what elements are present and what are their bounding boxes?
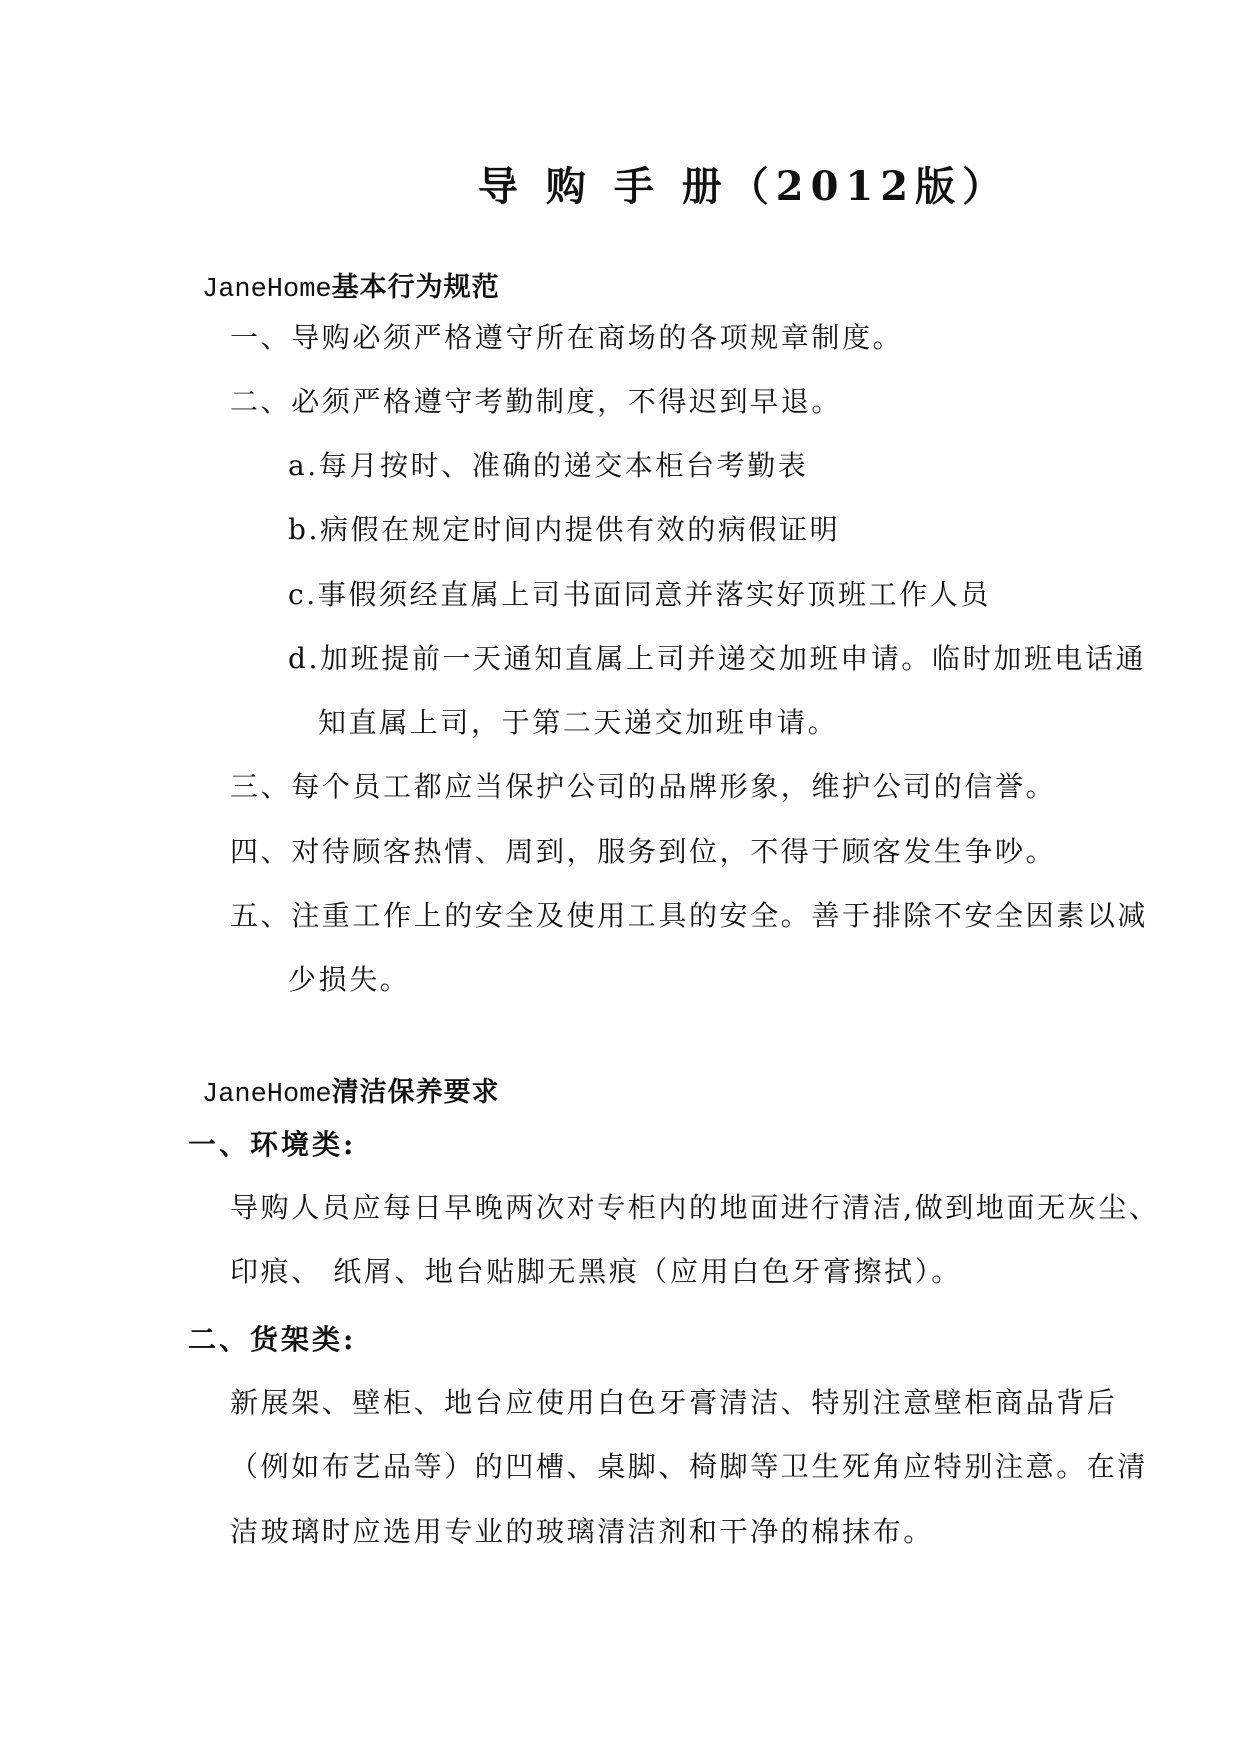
shelves-line-1: 新展架、壁柜、地台应使用白色牙膏清洁、特别注意壁柜商品背后: [230, 1386, 1118, 1419]
rule-subitem-d-continued: 知直属上司，于第二天递交加班申请。: [318, 706, 839, 739]
rule-item-2: 二、必须严格遵守考勤制度，不得迟到早退。: [230, 385, 843, 418]
section-heading-text: 基本行为规范: [331, 272, 500, 303]
rule-subitem-a: a.每月按时、准确的递交本柜台考勤表: [288, 449, 809, 482]
section-heading-cleaning: [202, 1075, 500, 1113]
rule-item-4: 四、对待顾客热情、周到，服务到位，不得于顾客发生争吵。: [230, 835, 1057, 868]
category-environment: 一、环境类:: [188, 1128, 357, 1161]
section-heading-text: 清洁保养要求: [331, 1077, 500, 1108]
rule-item-5-continued: 少损失。: [288, 963, 411, 996]
shelves-line-3: 洁玻璃时应选用专业的玻璃清洁剂和干净的棉抹布。: [230, 1515, 934, 1548]
rule-subitem-c: c.事假须经直属上司书面同意并落实好顶班工作人员: [288, 578, 991, 611]
environment-line-1: 导购人员应每日早晚两次对专柜内的地面进行清洁,做到地面无灰尘、: [230, 1191, 1160, 1224]
category-shelves: 二、货架类:: [188, 1323, 357, 1356]
section-heading-behavior: [202, 270, 500, 308]
rule-item-5: 五、注重工作上的安全及使用工具的安全。善于排除不安全因素以减: [230, 899, 1149, 932]
rule-item-3: 三、每个员工都应当保护公司的品牌形象，维护公司的信誉。: [230, 770, 1057, 803]
rule-subitem-b: b.病假在规定时间内提供有效的病假证明: [288, 513, 841, 546]
brand-name: JaneHome: [202, 1080, 332, 1110]
environment-line-2: 印痕、 纸屑、地台贴脚无黑痕（应用白色牙膏擦拭）。: [230, 1255, 962, 1288]
rule-item-1: 一、导购必须严格遵守所在商场的各项规章制度。: [230, 321, 904, 354]
brand-name: JaneHome: [202, 275, 332, 305]
shelves-line-2: （例如布艺品等）的凹槽、桌脚、椅脚等卫生死角应特别注意。在清: [230, 1450, 1149, 1483]
rule-subitem-d: d.加班提前一天通知直属上司并递交加班申请。临时加班电话通: [288, 642, 1147, 675]
document-title: 导 购 手 册（2012版）: [478, 163, 1010, 210]
